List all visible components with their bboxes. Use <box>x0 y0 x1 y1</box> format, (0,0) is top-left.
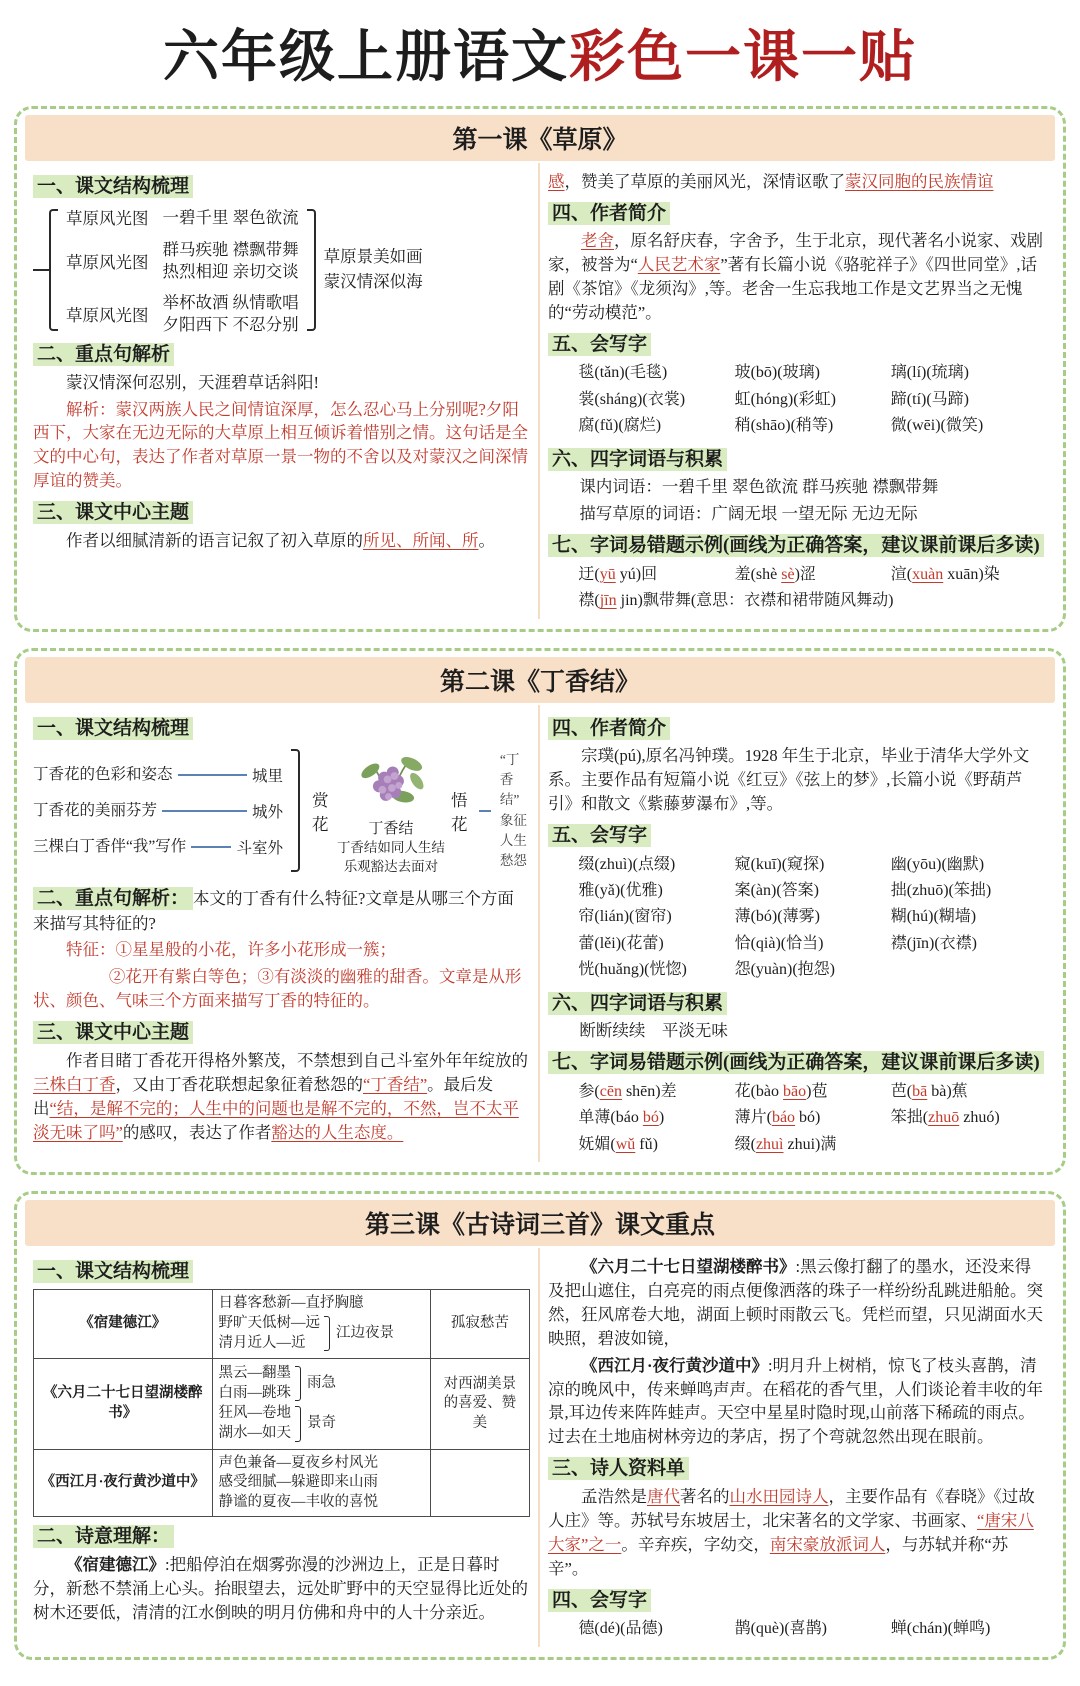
realize-notes: “丁香结” 象征 人生 愁怨 <box>499 751 527 869</box>
text-segment: xuān)染 <box>943 565 1000 583</box>
lesson1-heading-words: 五、会写字 <box>548 333 651 356</box>
text-segment: 单薄(báo <box>578 1109 643 1127</box>
text-segment: bó) <box>795 1109 821 1127</box>
lesson3-card <box>14 1191 1066 1660</box>
text-segment: 人民艺术家 <box>637 255 721 275</box>
text-segment: ，原名舒庆春，字舍予，生于北京，现代著名小说家、戏剧家，被誉为“ <box>548 231 1043 275</box>
lesson2-header: 第二课《丁香结》 <box>25 657 1055 703</box>
word-cell: 缀(zhuì)(点缀) <box>578 855 676 873</box>
word-cell <box>578 1132 734 1158</box>
word-cell: 恰(qià)(恰当) <box>734 934 824 952</box>
realize-flower-label: 悟花 <box>450 790 468 834</box>
text-segment: 。辛弃疾，字幼交， <box>621 1534 770 1554</box>
lesson1-heading-key: 二、重点句解析 <box>33 343 174 366</box>
lilac-flower-image <box>348 745 434 819</box>
word-cell: 蕾(lěi)(花蕾) <box>578 934 664 952</box>
text-segment: 。最后发出 <box>33 1074 494 1118</box>
word-cell <box>735 1132 891 1158</box>
table-row: 《宿建德江》 日暮客愁新—直抒胸臆 野旷天低树—远 清月近人—近 江边夜景 孤寂愁苦 <box>34 1289 530 1359</box>
text-segment: 。 <box>478 530 495 550</box>
word-row <box>578 588 1047 614</box>
lesson2-card <box>14 648 1066 1175</box>
lesson2-heading-structure: 一、课文结构梳理 <box>33 717 193 740</box>
diagram-row: 草原风光图 一碧千里 翠色欲流 <box>66 207 299 229</box>
text-segment: bāo <box>783 1082 807 1100</box>
text-segment: )苞 <box>806 1082 828 1100</box>
word-cell <box>735 1105 891 1131</box>
right-brace <box>307 209 316 331</box>
lesson1-card <box>14 106 1066 632</box>
word-cell: 德(dé)(品德) <box>578 1620 663 1638</box>
key-question: 本文的丁香有什么特征?文章是从哪三个方面来描写其特征的? <box>33 888 514 933</box>
text-segment: shēn)差 <box>621 1082 677 1100</box>
phrase-line: 断断续续 平淡无味 <box>579 1021 728 1041</box>
word-cell: 雅(yǎ)(优雅) <box>578 882 663 899</box>
word-cell: 帘(lián)(窗帘) <box>578 908 672 926</box>
theme-text <box>33 529 530 553</box>
text-segment: 渲( <box>890 565 913 583</box>
text-segment: ”著有长篇小说《骆驼祥子》《四世同堂》,话剧《茶馆》《龙须沟》,等。老舍一生忘我地工作是文艺界当之无愧的“劳动模范”。 <box>548 255 1038 322</box>
text-segment: 著名的 <box>680 1486 730 1506</box>
lesson1-structure-diagram <box>33 205 530 335</box>
lesson2-word-grid <box>548 852 1047 984</box>
word-row <box>578 931 1047 957</box>
lesson2-heading-words: 五、会写字 <box>548 824 651 847</box>
word-row <box>578 1105 1047 1131</box>
text-segment: 薄片( <box>734 1109 772 1127</box>
word-cell <box>891 957 1047 983</box>
author-bio <box>548 229 1047 325</box>
lesson2-heading-theme: 三、课文中心主题 <box>33 1021 193 1044</box>
table-row: 《六月二十七日望湖楼醉书》 黑云—翻墨 白雨—跳珠 雨急 狂风—卷地 湖水—如天 景奇 对西湖美景的喜爱、赞美 <box>34 1359 530 1449</box>
word-cell: 毯(tǎn)(毛毯) <box>578 364 668 382</box>
diagram-row: 三棵白丁香伴“我”写作 斗室外 <box>33 837 283 857</box>
lesson3-heading-meaning: 二、诗意理解： <box>33 1525 174 1548</box>
text-segment: 羞(shè <box>734 565 782 583</box>
poem-structure-table <box>33 1289 530 1518</box>
word-cell: 虹(hóng)(彩虹) <box>734 390 836 408</box>
lesson3-header: 第三课《古诗词三首》课文重点 <box>25 1200 1055 1246</box>
lesson2-heading-key: 二、重点句解析： <box>33 887 193 910</box>
text-segment: 三株白丁香 <box>33 1074 116 1094</box>
word-cell <box>578 1079 734 1105</box>
text-segment: yū <box>599 565 616 583</box>
lesson2-structure-diagram <box>33 745 530 876</box>
text-segment: “结，是解不完的；人生中的问题也是解不完的，不然，岂不太平淡无味了吗” <box>33 1098 519 1142</box>
lesson2-heading-errors: 七、字词易错题示例(画线为正确答案，建议课前课后多读) <box>548 1051 1044 1074</box>
text-segment: bó <box>642 1109 659 1127</box>
key-answer-line: ②花开有紫白等色；③有淡淡的幽雅的甜香。文章是从形状、颜色、气味三个方面来描写丁香的特征的。 <box>33 967 522 1011</box>
word-cell: 襟(jīn)(衣襟) <box>890 934 978 952</box>
text-segment: bà)蕉 <box>927 1082 968 1100</box>
diagram-row: 丁香花的色彩和姿态 城里 <box>33 765 283 785</box>
word-cell: 恍(huǎng)(恍惚) <box>578 961 687 979</box>
lesson1-heading-phrases: 六、四字词语与积累 <box>548 448 727 471</box>
lesson1-error-grid <box>548 562 1047 615</box>
lesson3-heading-words: 四、会写字 <box>548 1589 651 1612</box>
text-segment: 襟( <box>578 592 600 610</box>
brace-group: 野旷天低树—远 清月近人—近 江边夜景 <box>218 1315 395 1351</box>
lesson2-heading-author: 四、作者简介 <box>548 717 670 740</box>
text-segment: 花(bào <box>734 1082 784 1100</box>
word-row <box>578 904 1047 930</box>
text-segment: 南宋豪放派词人 <box>769 1534 886 1554</box>
text-segment: ，赞美了草原的美丽风光，深情讴歌了 <box>564 171 845 191</box>
word-cell: 案(àn)(答案) <box>734 882 820 899</box>
text-segment: bā <box>912 1082 928 1100</box>
text-segment: 缀( <box>734 1135 756 1153</box>
word-cell: 糊(hú)(糊墙) <box>890 908 977 926</box>
lesson1-header: 第一课《草原》 <box>25 115 1055 161</box>
word-row <box>578 957 1047 983</box>
word-row <box>578 852 1047 878</box>
word-cell: 稍(shāo)(稍等) <box>734 417 834 435</box>
word-cell <box>735 1079 891 1105</box>
brace-group: 黑云—翻墨 白雨—跳珠 雨急 <box>218 1365 337 1401</box>
phrase-line: 描写草原的词语：广阔无垠 一望无际 无边无际 <box>579 504 918 524</box>
poets-info <box>548 1485 1047 1581</box>
enjoy-flower-label: 赏花 <box>312 790 329 834</box>
text-segment: fǔ) <box>635 1135 658 1153</box>
word-row <box>578 1132 1047 1158</box>
text-segment: báo <box>771 1109 796 1127</box>
page-title-black: 六年级上册语文 <box>163 27 569 89</box>
text-segment: 豁达的人生态度。 <box>271 1122 404 1142</box>
word-cell: 窥(kuī)(窥探) <box>734 855 825 873</box>
text-segment: 所见、所闻、所 <box>363 530 479 550</box>
connector-line <box>162 810 247 812</box>
lilac-flower-figure <box>337 745 445 876</box>
word-cell <box>891 1132 1047 1158</box>
text-segment: 老舍 <box>581 231 614 251</box>
word-cell: 微(wēi)(微笑) <box>890 417 984 435</box>
text-segment: ) <box>658 1109 665 1127</box>
lesson1-heading-author: 四、作者简介 <box>548 202 670 225</box>
diagram-row: 草原风光图 举杯故酒 纵情歌唱 夕阳西下 不忍分别 <box>66 293 299 334</box>
text-segment: 芭( <box>890 1082 913 1100</box>
word-cell: 蹄(tí)(马蹄) <box>890 390 970 408</box>
lesson2-error-grid <box>548 1079 1047 1158</box>
text-segment: “唐宋八大家”之一 <box>548 1510 1034 1554</box>
connector-line <box>479 810 491 812</box>
text-segment: jin)飘带舞(意思：衣襟和裙带随风舞动) <box>616 592 894 610</box>
word-cell <box>578 562 734 588</box>
text-segment: 蒙汉同胞的民族情谊 <box>845 171 994 191</box>
poem-meaning: 《宿建德江》:把船停泊在烟雾弥漫的沙洲边上，正是日暮时分，新愁不禁涌上心头。抬眼望去，远处旷野中的天空显得比近处的树木还要低，清清的江水倒映的明月仿佛和舟中的人十分亲近。 <box>33 1554 528 1622</box>
word-row <box>578 360 1047 386</box>
right-brace <box>324 1316 330 1351</box>
text-segment: xuàn <box>912 565 944 583</box>
text-segment: 作者以细腻清新的语言记叙了初入草原的 <box>66 530 363 550</box>
key-answer-line: 特征：①星星般的小花，许多小花形成一簇； <box>66 940 396 960</box>
text-segment: wǔ <box>615 1135 636 1153</box>
text-segment: 的感叹，表达了作者 <box>122 1122 272 1142</box>
word-cell <box>891 1079 1047 1105</box>
diagram-summary: 草原景美如画 蒙汉情深似海 <box>323 247 423 292</box>
poem-meaning: 《六月二十七日望湖楼醉书》:黑云像打翻了的墨水，还没来得及把山遮住，白亮亮的雨点便像洒落的珠子一样纷纷乱跳进船舱。突然，狂风席卷大地，湖面上顿时雨散云飞。凭栏而望，只见湖面水天映照，碧波如镜， <box>548 1256 1043 1348</box>
word-row <box>578 1616 1047 1642</box>
diagram-row: 草原风光图 群马疾驰 襟飘带舞 热烈相迎 亲切交谈 <box>66 240 299 281</box>
text-segment: ，又由丁香花联想起象征着愁怨的 <box>115 1074 363 1094</box>
text-segment: jīn <box>599 592 617 610</box>
right-brace <box>295 1406 301 1441</box>
brace-group: 狂风—卷地 湖水—如天 景奇 <box>218 1405 337 1441</box>
word-row <box>578 1079 1047 1105</box>
page-title <box>14 6 1066 106</box>
text-segment: 唐代 <box>647 1486 680 1506</box>
lesson3-heading-poets: 三、诗人资料单 <box>548 1457 689 1480</box>
diagram-lead-line <box>33 269 49 271</box>
lesson1-heading-errors: 七、字词易错题示例(画线为正确答案，建议课前课后多读) <box>548 534 1044 557</box>
phrase-line: 课内词语：一碧千里 翠色欲流 群马疾驰 襟飘带舞 <box>579 477 939 497</box>
word-cell <box>578 1105 734 1131</box>
text-segment: zhuō <box>928 1109 960 1127</box>
page-title-red: 彩色一课一贴 <box>569 27 917 89</box>
text-segment: 笨拙( <box>890 1109 929 1127</box>
word-cell <box>891 562 1047 588</box>
text-segment: ，主要作品有《春晓》《过故人庄》等。苏轼号东坡居士，北宋著名的文学家、书画家、 <box>548 1486 1035 1530</box>
word-cell <box>735 562 891 588</box>
text-segment: 迂( <box>578 565 600 583</box>
word-cell <box>578 588 1047 614</box>
word-row <box>578 562 1047 588</box>
lesson3-word-grid <box>548 1616 1047 1642</box>
text-segment: sè <box>781 565 795 583</box>
author-bio: 宗璞(pú),原名冯钟璞。1928 年生于北京，毕业于清华大学外文系。主要作品有短篇小说《红豆》《弦上的梦》,长篇小说《野葫芦引》和散文《紫藤萝瀑布》,等。 <box>548 746 1030 814</box>
word-cell: 幽(yōu)(幽默) <box>890 855 985 873</box>
text-segment: “丁香结” <box>363 1074 428 1094</box>
text-segment: 妩媚( <box>578 1135 616 1153</box>
connector-line <box>191 846 231 848</box>
word-cell: 鹊(què)(喜鹊) <box>734 1620 828 1638</box>
right-brace <box>291 749 300 872</box>
word-cell <box>891 1105 1047 1131</box>
text-segment: zhuì <box>755 1135 784 1153</box>
word-row <box>578 413 1047 439</box>
text-segment: 作者目睹丁香花开得格外繁茂，不禁想到自己斗室外年年绽放的 <box>66 1050 528 1070</box>
lesson2-heading-phrases: 六、四字词语与积累 <box>548 992 727 1015</box>
lesson3-heading-structure: 一、课文结构梳理 <box>33 1260 193 1283</box>
text-segment: ，与苏轼并称“苏辛”。 <box>548 1534 1009 1578</box>
text-segment: zhui)满 <box>783 1135 837 1153</box>
word-cell: 腐(fǔ)(腐烂) <box>578 417 662 435</box>
text-segment: 参( <box>578 1082 600 1100</box>
right-brace <box>295 1366 301 1401</box>
word-cell: 薄(bó)(薄雾) <box>734 908 820 926</box>
text-segment: 孟浩然是 <box>581 1486 647 1506</box>
word-cell: 璃(lí)(琉璃) <box>890 364 970 382</box>
text-segment: 感 <box>548 171 565 191</box>
word-cell: 裳(sháng)(衣裳) <box>578 390 686 408</box>
lesson1-heading-theme: 三、课文中心主题 <box>33 501 193 524</box>
key-analysis: 解析：蒙汉两族人民之间情谊深厚，怎么忍心马上分别呢?夕阳西下，大家在无边无际的大草原上相互倾诉着惜别之情。这句话是全文的中心句，表达了作者对草原一景一物的不舍以及对蒙汉之间深情厚谊的赞美。 <box>33 399 528 491</box>
diagram-row: 丁香花的美丽芬芳 城外 <box>33 801 283 821</box>
word-cell: 拙(zhuō)(笨拙) <box>890 882 992 899</box>
word-cell: 玻(bō)(玻璃) <box>734 364 820 382</box>
text-segment: yú)回 <box>615 565 658 583</box>
text-segment: )涩 <box>794 565 816 583</box>
text-segment: zhuó) <box>959 1109 1000 1127</box>
word-cell: 怨(yuàn)(抱怨) <box>734 961 836 979</box>
text-segment: 山水田园诗人 <box>729 1486 829 1506</box>
connector-line <box>178 774 247 776</box>
table-row: 《西江月·夜行黄沙道中》 声色兼备—夏夜乡村风光 感受细腻—躲避即来山雨 静谧的夏夜—丰收的喜悦 <box>34 1449 530 1517</box>
key-sentence: 蒙汉情深何忍别，天涯碧草话斜阳! <box>66 372 319 392</box>
text-segment: cēn <box>599 1082 622 1100</box>
theme-continuation <box>548 170 1047 194</box>
word-cell: 蝉(chán)(蝉鸣) <box>890 1620 991 1638</box>
word-row <box>578 878 1047 904</box>
lesson1-word-grid <box>548 360 1047 439</box>
word-row <box>578 387 1047 413</box>
poem-meaning: 《西江月·夜行黄沙道中》:明月升上树梢，惊飞了枝头喜鹊，清凉的晚风中，传来蝉鸣声声。在稻花的香气里，人们谈论着丰收的年景,耳边传来阵阵蛙声。天空中星星时隐时现,山前落下稀疏的雨点。过去在土地庙树林旁边的茅店，拐了个弯就忽然出现在眼前。 <box>548 1355 1043 1447</box>
lesson1-heading-structure: 一、课文结构梳理 <box>33 175 193 198</box>
left-brace <box>49 209 58 331</box>
theme-text <box>33 1049 530 1145</box>
flower-caption: 丁香结 丁香结如同人生结 乐观豁达去面对 <box>336 821 445 874</box>
